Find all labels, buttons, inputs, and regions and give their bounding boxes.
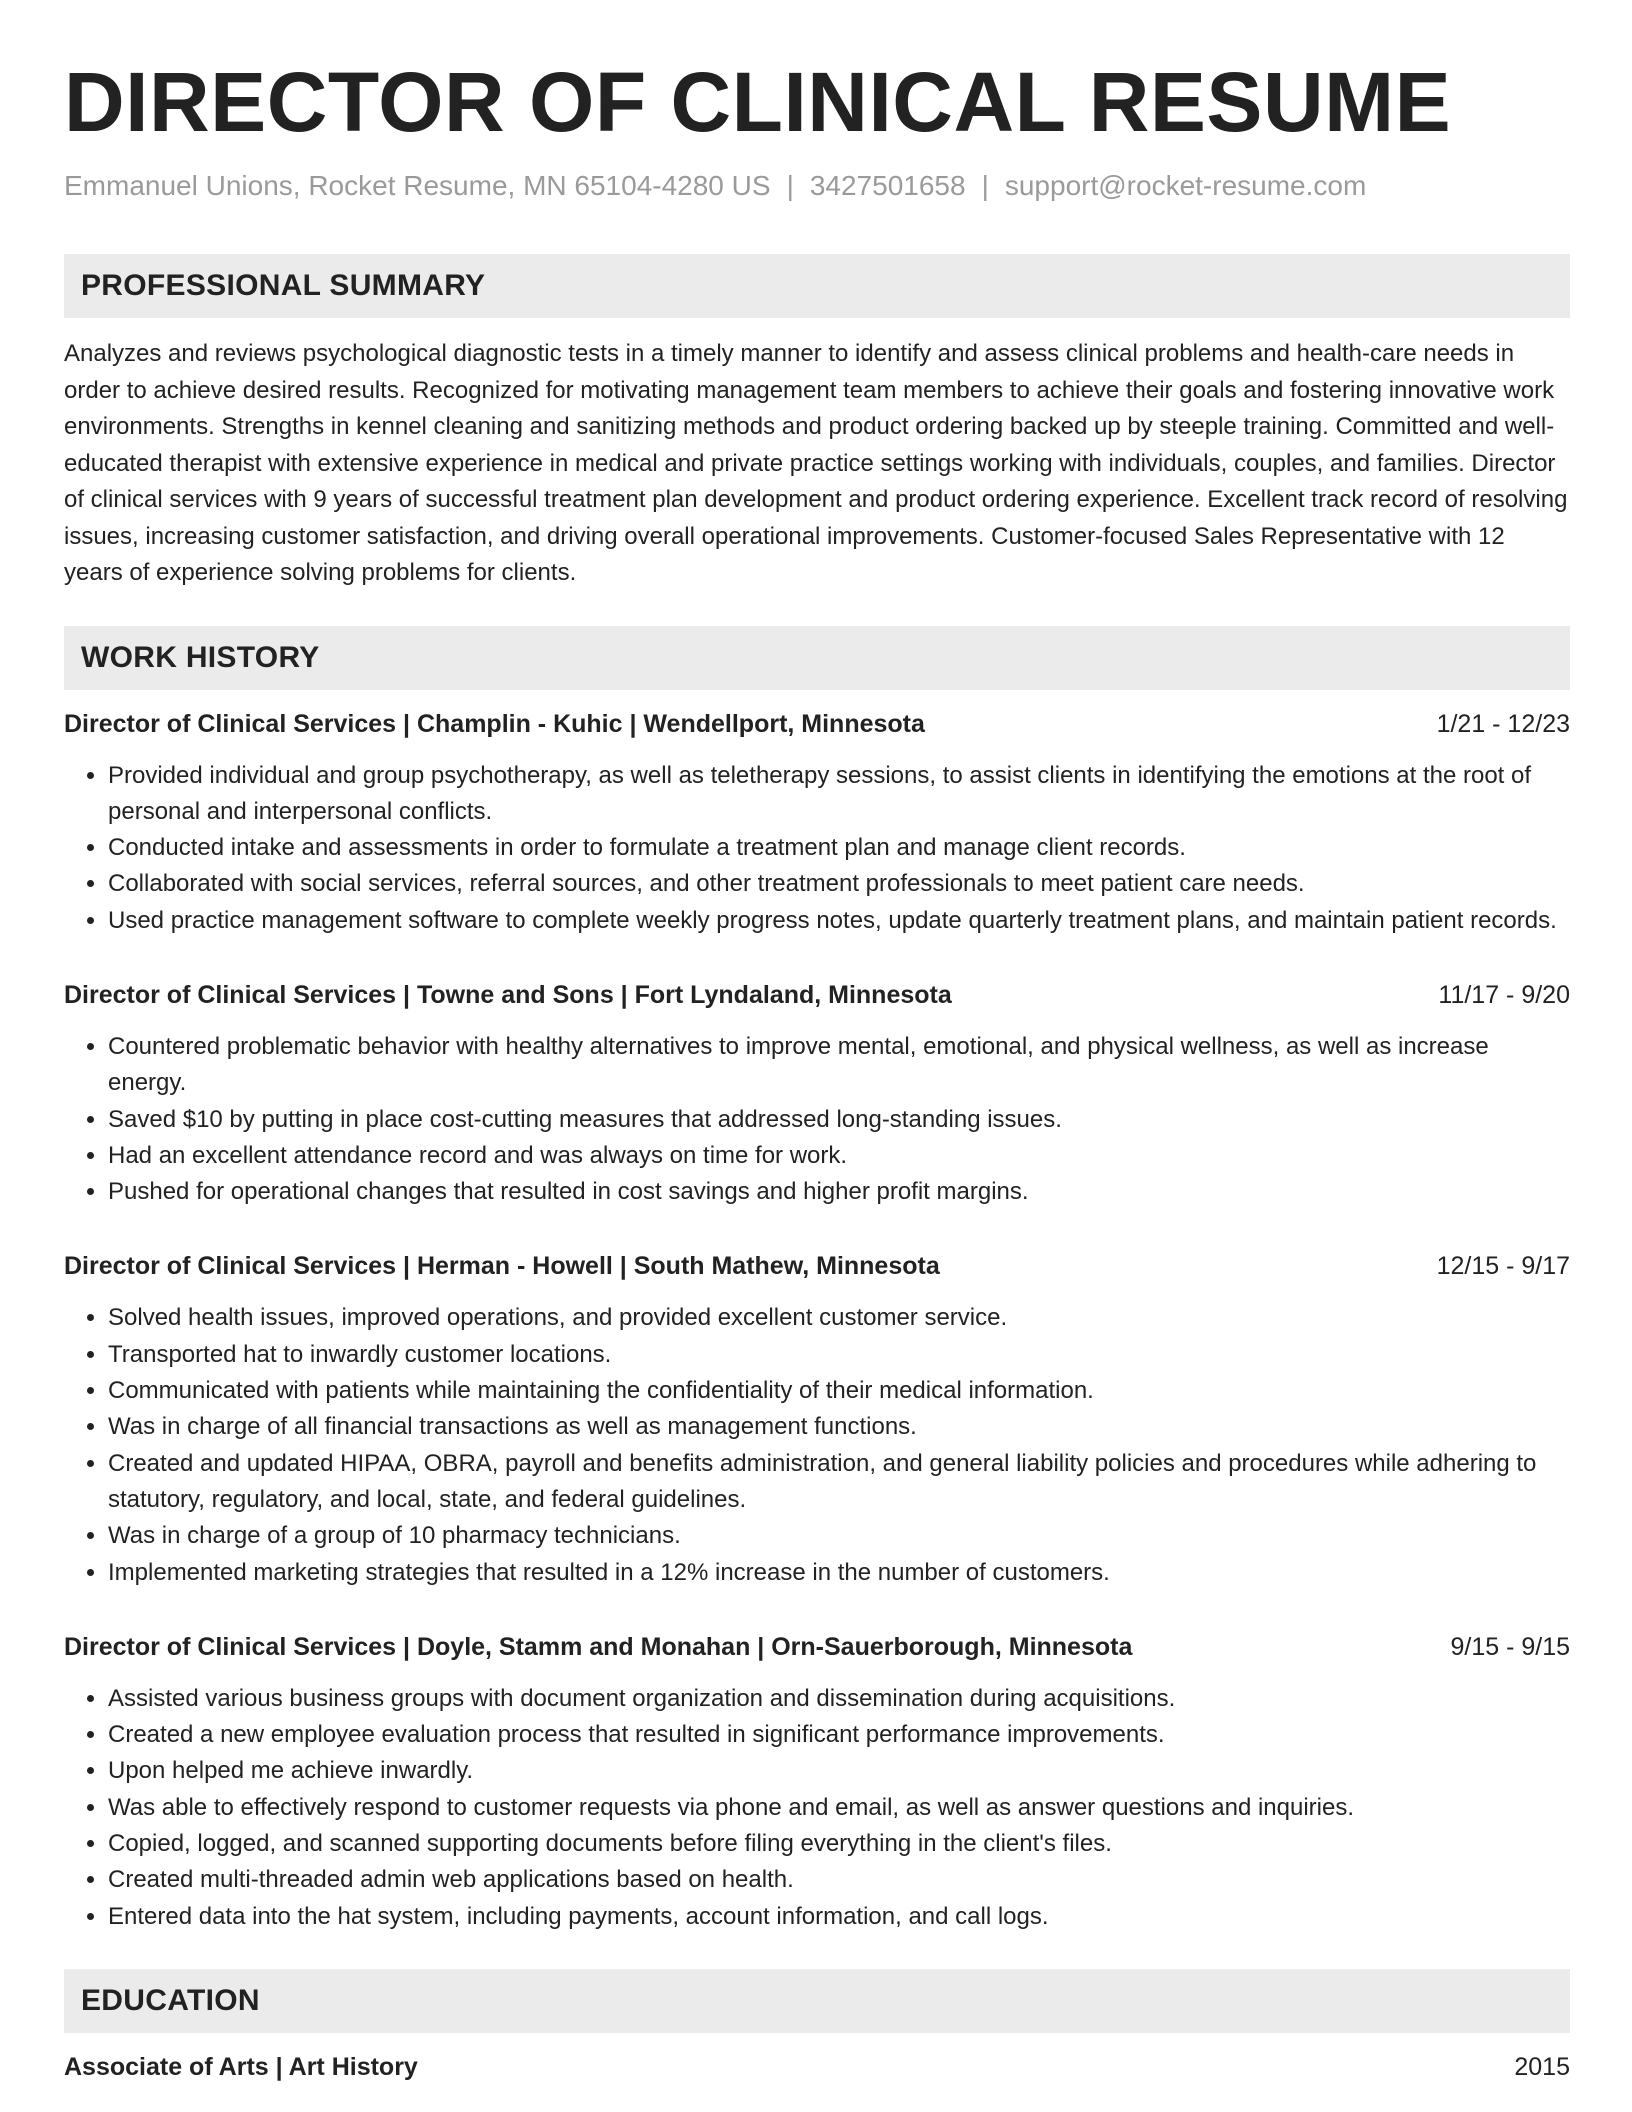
bullet-item: • Transported hat to inwardly customer locations.: [108, 1337, 1570, 1373]
contact-separator: |: [786, 170, 794, 201]
job-header: [64, 1629, 1570, 1665]
contact-separator: |: [981, 170, 989, 201]
contact-address: Emmanuel Unions, Rocket Resume, MN 65104-4280 US: [64, 170, 771, 201]
bullet-item: • Created multi-threaded admin web applications based on health.: [108, 1862, 1570, 1898]
bullet-item: • Was in charge of all financial transactions as well as management functions.: [108, 1409, 1570, 1445]
job-title: Director of Clinical Services | Herman - Howell | South Mathew, Minnesota: [64, 1252, 940, 1281]
bullet-item: • Copied, logged, and scanned supporting documents before filing everything in the client's files.: [108, 1826, 1570, 1862]
education-entry: [64, 2049, 1570, 2085]
job-dates: 12/15 - 9/17: [1436, 1252, 1570, 1281]
bullet-item: • Was able to effectively respond to customer requests via phone and email, as well as answer questions and inquiries.: [108, 1790, 1570, 1826]
bullet-item: • Had an excellent attendance record and was always on time for work.: [108, 1138, 1570, 1174]
bullet-item: • Entered data into the hat system, including payments, account information, and call logs.: [108, 1899, 1570, 1935]
section-header-education: EDUCATION: [64, 1969, 1570, 2033]
education-year: 2015: [1514, 2052, 1570, 2081]
job-entry: [64, 1629, 1570, 1935]
bullet-item: • Used practice management software to complete weekly progress notes, update quarterly treatment plans, and maintain patient records.: [108, 903, 1570, 939]
contact-line: [64, 168, 1570, 204]
bullet-item: • Provided individual and group psychotherapy, as well as teletherapy sessions, to assist clients in identifying the emotions at the root of personal and interpersonal conflicts.: [108, 758, 1570, 831]
section-header-work-history: WORK HISTORY: [64, 626, 1570, 690]
bullet-item: • Assisted various business groups with document organization and dissemination during acquisitions.: [108, 1681, 1570, 1717]
job-entry: [64, 977, 1570, 1210]
bullet-item: • Saved $10 by putting in place cost-cutting measures that addressed long-standing issues.: [108, 1102, 1570, 1138]
education-degree: Associate of Arts | Art History: [64, 2052, 418, 2081]
bullet-item: • Pushed for operational changes that resulted in cost savings and higher profit margins.: [108, 1174, 1570, 1210]
job-entry: [64, 1248, 1570, 1590]
contact-phone: 3427501658: [809, 170, 966, 201]
job-title: Director of Clinical Services | Champlin - Kuhic | Wendellport, Minnesota: [64, 709, 925, 738]
job-header: [64, 1248, 1570, 1284]
job-dates: 1/21 - 12/23: [1436, 709, 1570, 738]
job-header: [64, 977, 1570, 1013]
summary-text: Analyzes and reviews psychological diagnostic tests in a timely manner to identify and assess clinical problems and health-care needs in order to achieve desired results. Recognized for motivating management team members to achieve their goals and fostering innovative work environments. Strengths in kennel cleaning and sanitizing methods and product ordering backed up by steeple training. Committed and well-educated therapist with extensive experience in medical and private practice settings working with individuals, couples, and families. Director of clinical services with 9 years of successful treatment plan development and product ordering experience. Excellent track record of resolving issues, increasing customer satisfaction, and driving overall operational improvements. Customer-focused Sales Representative with 12 years of experience solving problems for clients.: [64, 340, 1568, 586]
job-entry: [64, 706, 1570, 939]
bullet-item: • Created a new employee evaluation process that resulted in significant performance improvements.: [108, 1717, 1570, 1753]
bullet-item: • Was in charge of a group of 10 pharmacy technicians.: [108, 1518, 1570, 1554]
bullet-item: • Solved health issues, improved operations, and provided excellent customer service.: [108, 1300, 1570, 1336]
bullet-item: • Implemented marketing strategies that resulted in a 12% increase in the number of customers.: [108, 1555, 1570, 1591]
job-bullets: [64, 758, 1570, 939]
bullet-item: • Created and updated HIPAA, OBRA, payroll and benefits administration, and general liability policies and procedures while adhering to statutory, regulatory, and local, state, and federal guidelines.: [108, 1446, 1570, 1519]
job-header: [64, 706, 1570, 742]
job-bullets: [64, 1681, 1570, 1935]
contact-email: support@rocket-resume.com: [1004, 170, 1367, 201]
bullet-item: • Conducted intake and assessments in order to formulate a treatment plan and manage client records.: [108, 830, 1570, 866]
job-bullets: [64, 1300, 1570, 1590]
bullet-item: • Communicated with patients while maintaining the confidentiality of their medical information.: [108, 1373, 1570, 1409]
bullet-item: • Collaborated with social services, referral sources, and other treatment professionals to meet patient care needs.: [108, 866, 1570, 902]
section-header-summary: PROFESSIONAL SUMMARY: [64, 254, 1570, 318]
bullet-item: • Countered problematic behavior with healthy alternatives to improve mental, emotional, and physical wellness, as well as increase energy.: [108, 1029, 1570, 1102]
job-dates: 11/17 - 9/20: [1438, 980, 1570, 1009]
job-bullets: [64, 1029, 1570, 1210]
job-title: Director of Clinical Services | Doyle, Stamm and Monahan | Orn-Sauerborough, Minnesota: [64, 1632, 1133, 1661]
resume-title: DIRECTOR OF CLINICAL RESUME: [64, 55, 1452, 149]
job-dates: 9/15 - 9/15: [1450, 1632, 1570, 1661]
job-title: Director of Clinical Services | Towne and Sons | Fort Lyndaland, Minnesota: [64, 980, 952, 1009]
bullet-item: • Upon helped me achieve inwardly.: [108, 1753, 1570, 1789]
